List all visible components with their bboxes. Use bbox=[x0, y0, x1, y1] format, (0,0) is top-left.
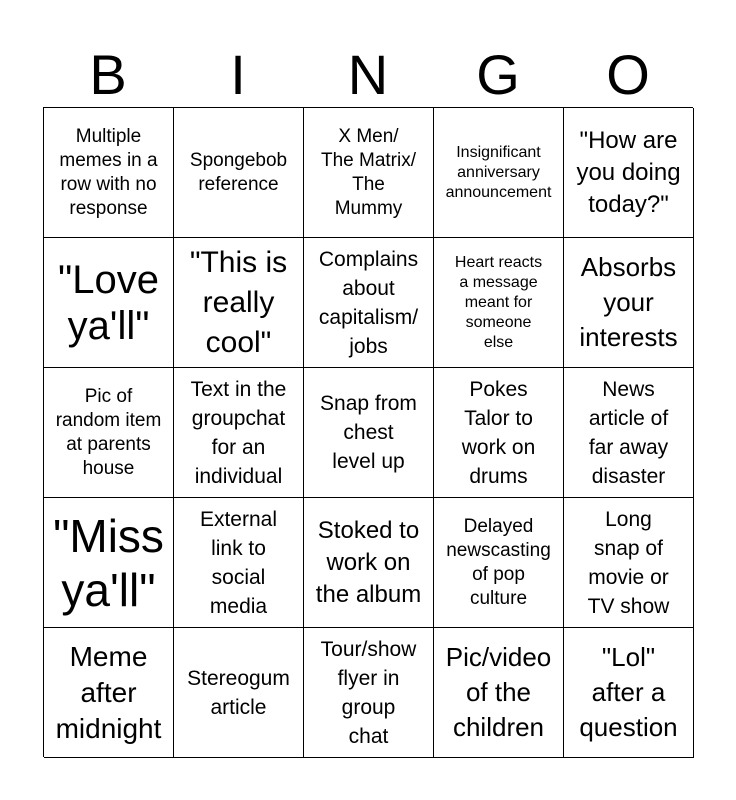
bingo-cell[interactable] bbox=[434, 498, 564, 628]
cell-text: Multiple memes in a row with no response bbox=[59, 125, 158, 219]
bingo-cell[interactable] bbox=[304, 368, 434, 498]
cell-text: "Miss ya'll" bbox=[53, 509, 164, 616]
cell-text: External link to social media bbox=[199, 507, 278, 618]
cell-text: Stereogum article bbox=[187, 666, 290, 719]
cell-text: Pic of random item at parents house bbox=[55, 385, 162, 479]
cell-text: News article of far away disaster bbox=[588, 377, 669, 488]
bingo-cell[interactable] bbox=[304, 238, 434, 368]
bingo-cell[interactable] bbox=[304, 498, 434, 628]
bingo-cell[interactable] bbox=[564, 628, 694, 758]
bingo-cell[interactable] bbox=[564, 108, 694, 238]
cell-text: Stoked to work on the album bbox=[315, 516, 422, 608]
cell-text: "Love ya'll" bbox=[58, 257, 159, 348]
bingo-cell[interactable] bbox=[564, 498, 694, 628]
cell-text: "How are you doing today?" bbox=[576, 126, 681, 218]
cell-text: Pic/video of the children bbox=[445, 642, 552, 742]
bingo-cell[interactable] bbox=[44, 238, 174, 368]
cell-text: Absorbs your interests bbox=[579, 252, 678, 352]
bingo-cell[interactable] bbox=[434, 108, 564, 238]
cell-text: Complains about capitalism/ jobs bbox=[318, 247, 419, 358]
header-letter-o: O bbox=[606, 43, 650, 106]
bingo-cell[interactable] bbox=[174, 628, 304, 758]
bingo-cell[interactable] bbox=[434, 368, 564, 498]
bingo-cell[interactable] bbox=[174, 498, 304, 628]
cell-text: Delayed newscasting of pop culture bbox=[446, 515, 551, 609]
cell-text: Spongebob reference bbox=[189, 149, 288, 195]
header-letter-b: B bbox=[89, 43, 127, 106]
cell-text: "This is really cool" bbox=[189, 245, 288, 359]
bingo-cell[interactable] bbox=[434, 628, 564, 758]
bingo-cell[interactable] bbox=[564, 238, 694, 368]
cell-text: Tour/show flyer in group chat bbox=[320, 637, 417, 748]
cell-text: Pokes Talor to work on drums bbox=[461, 377, 536, 488]
bingo-cell[interactable] bbox=[174, 238, 304, 368]
bingo-grid bbox=[43, 107, 693, 757]
cell-text: Meme after midnight bbox=[55, 640, 162, 744]
bingo-cell[interactable] bbox=[174, 368, 304, 498]
cell-text: X Men/ The Matrix/ The Mummy bbox=[320, 125, 417, 219]
bingo-cell[interactable] bbox=[44, 498, 174, 628]
header-letter-n: N bbox=[347, 43, 389, 106]
bingo-header bbox=[43, 42, 693, 108]
cell-text: Heart reacts a message meant for someone else bbox=[454, 253, 543, 351]
bingo-cell[interactable] bbox=[44, 108, 174, 238]
header-letter-i: I bbox=[230, 43, 246, 106]
header-letter-g: G bbox=[476, 43, 520, 106]
bingo-cell[interactable] bbox=[44, 628, 174, 758]
bingo-cell[interactable] bbox=[564, 368, 694, 498]
bingo-cell[interactable] bbox=[174, 108, 304, 238]
cell-text: Long snap of movie or TV show bbox=[587, 507, 670, 618]
cell-text: "Lol" after a question bbox=[579, 642, 678, 742]
cell-text: Snap from chest level up bbox=[320, 392, 417, 473]
cell-text: Text in the groupchat for an individual bbox=[190, 377, 287, 488]
cell-text: Insignificant anniversary announcement bbox=[445, 143, 552, 201]
bingo-cell[interactable] bbox=[434, 238, 564, 368]
bingo-cell[interactable] bbox=[44, 368, 174, 498]
bingo-cell[interactable] bbox=[304, 108, 434, 238]
bingo-cell[interactable] bbox=[304, 628, 434, 758]
